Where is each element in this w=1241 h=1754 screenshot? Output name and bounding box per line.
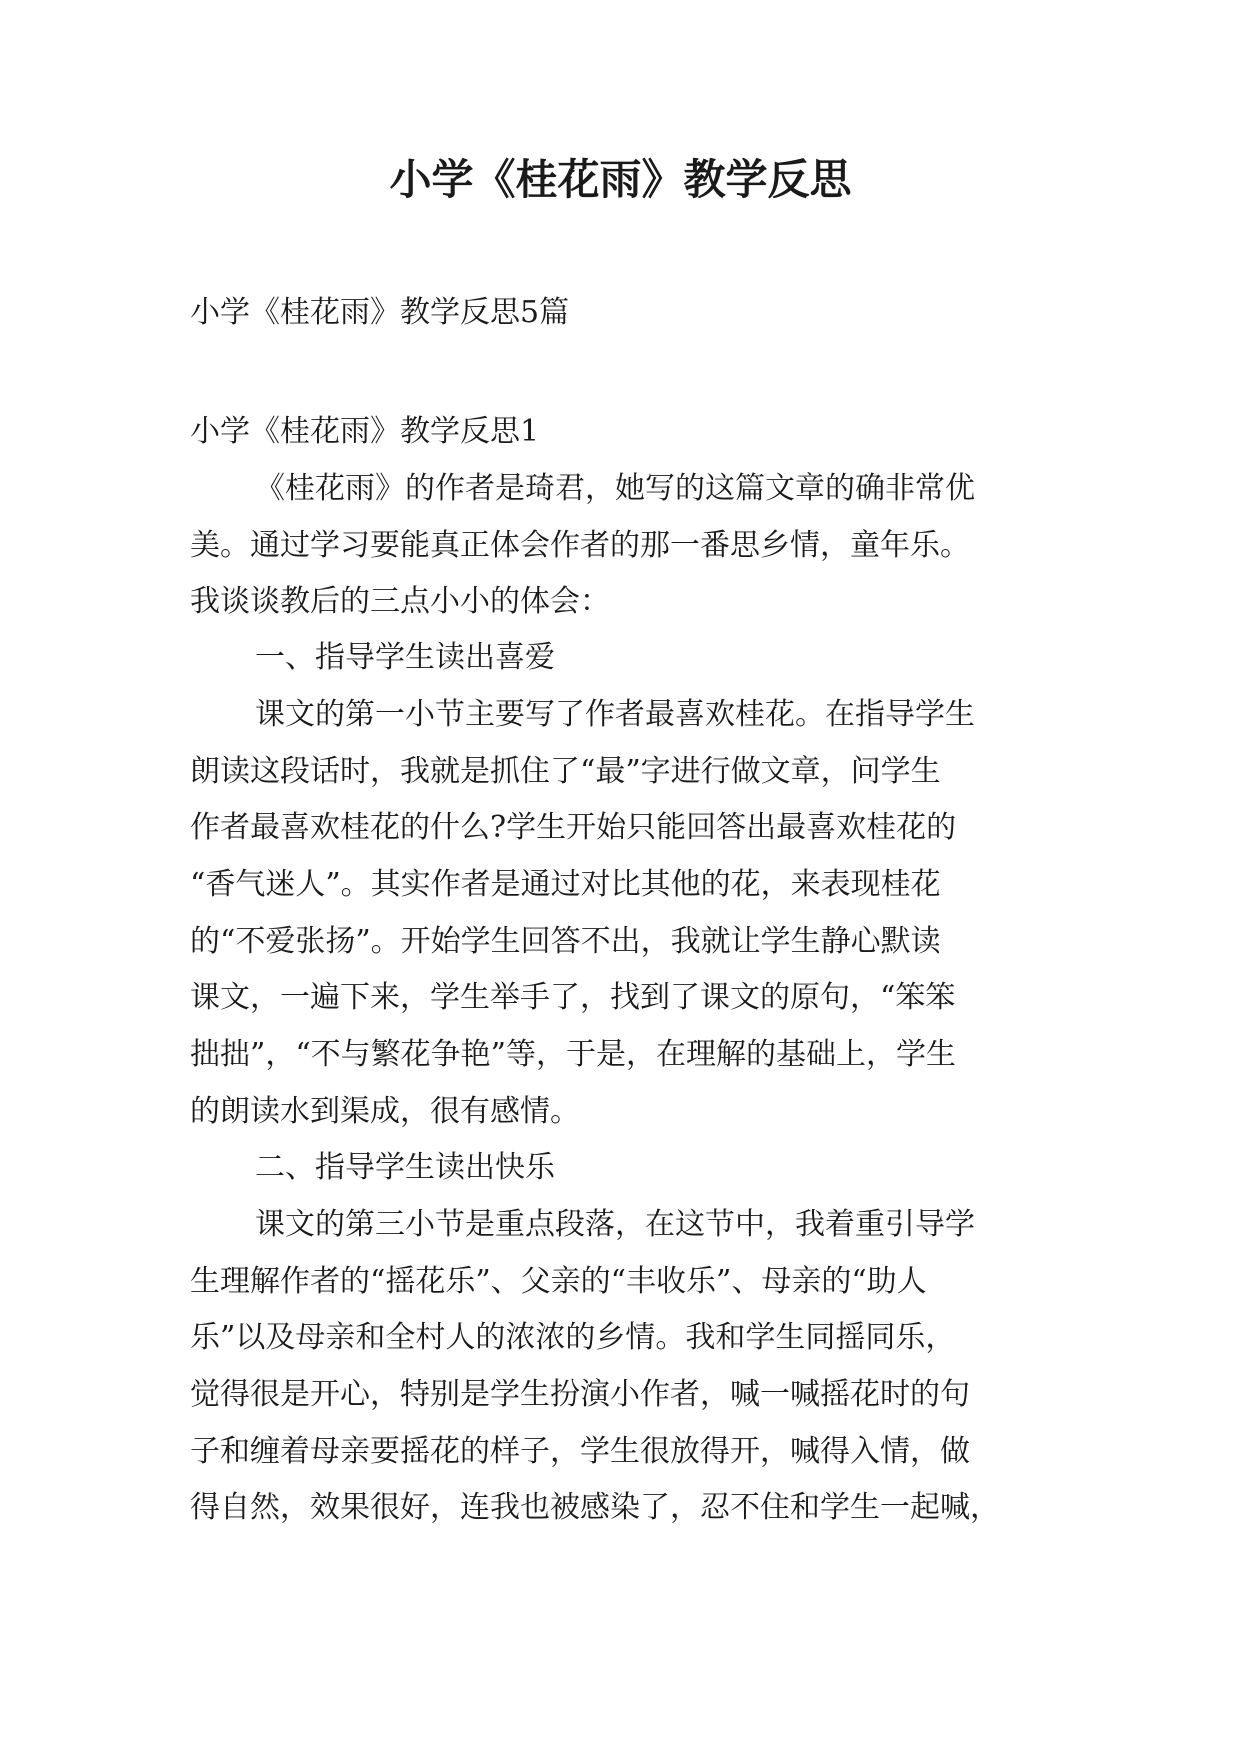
paragraph-line: 的“不爱张扬”。开始学生回答不出，我就让学生静心默读 — [190, 924, 941, 959]
paragraph-line: 美。通过学习要能真正体会作者的那一番思乡情，童年乐。 — [190, 528, 970, 563]
paragraph-line: 生理解作者的“摇花乐”、父亲的“丰收乐”、母亲的“助人 — [190, 1264, 927, 1299]
document-subtitle: 小学《桂花雨》教学反思5篇 — [190, 295, 570, 330]
paragraph-line: 子和缠着母亲要摇花的样子，学生很放得开，喊得入情，做 — [190, 1434, 970, 1469]
section-title: 小学《桂花雨》教学反思1 — [190, 414, 540, 449]
paragraph-line: 觉得很是开心，特别是学生扮演小作者，喊一喊摇花时的句 — [190, 1377, 970, 1412]
section-heading: 二、指导学生读出快乐 — [255, 1150, 555, 1185]
document-title: 小学《桂花雨》教学反思 — [389, 155, 852, 204]
paragraph-line: 课文的第三小节是重点段落，在这节中，我着重引导学 — [255, 1207, 975, 1242]
paragraph-line: 《桂花雨》的作者是琦君，她写的这篇文章的确非常优 — [255, 471, 975, 506]
paragraph-line: 朗读这段话时，我就是抓住了“最”字进行做文章，问学生 — [190, 754, 941, 789]
paragraph-line: 得自然，效果很好，连我也被感染了，忍不住和学生一起喊， — [190, 1490, 1000, 1525]
paragraph-line: 作者最喜欢桂花的什么?学生开始只能回答出最喜欢桂花的 — [190, 810, 957, 845]
paragraph-line: 课文，一遍下来，学生举手了，找到了课文的原句，“笨笨 — [190, 980, 956, 1015]
paragraph-line: 拙拙”，“不与繁花争艳”等，于是，在理解的基础上，学生 — [190, 1037, 957, 1072]
paragraph-line: 的朗读水到渠成，很有感情。 — [190, 1094, 580, 1129]
paragraph-line: 课文的第一小节主要写了作者最喜欢桂花。在指导学生 — [255, 697, 975, 732]
paragraph-line: “香气迷人”。其实作者是通过对比其他的花，来表现桂花 — [190, 867, 941, 902]
paragraph-line: 我谈谈教后的三点小小的体会： — [190, 584, 610, 619]
paragraph-line: 乐”以及母亲和全村人的浓浓的乡情。我和学生同摇同乐， — [190, 1320, 956, 1355]
section-heading: 一、指导学生读出喜爱 — [255, 640, 555, 675]
